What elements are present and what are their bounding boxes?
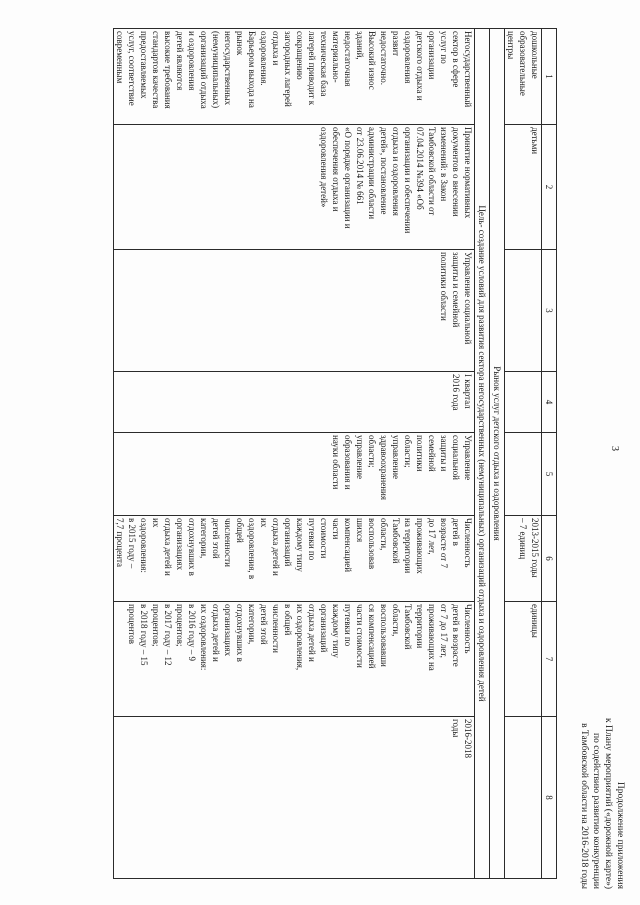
section-title: Рынок услуг детского отдыха и оздоровления bbox=[490, 29, 505, 879]
section-row bbox=[490, 29, 505, 879]
cell-empty bbox=[505, 717, 542, 879]
column-number: 3 bbox=[542, 250, 557, 372]
column-number: 6 bbox=[542, 516, 557, 602]
table-row bbox=[114, 29, 475, 879]
cell-empty bbox=[505, 433, 542, 516]
cell-co-executors: Управление социальной защиты и семейной политики области; управление здравоохранения области; управление образования и науки области bbox=[114, 433, 475, 516]
cell-measure: Принятие нормативных документов о внесении изменений: в Закон Тамбовской области от 07.04.2014 №394 «Об организации и обеспечении отдыха и оздоровления детей», постановление администрации области от 23.06.2014 № 661 «О порядке организации и обеспечения отдыха и оздоровления детей» bbox=[114, 125, 475, 250]
goal-title: Цель- создание условий для развития сектора негосударственных (немуниципальных) организаций отдыха и оздоровления детей bbox=[475, 29, 490, 879]
cell-prev-indicator: 2013-2015 годы – 7 единиц bbox=[505, 516, 542, 602]
appendix-header bbox=[578, 718, 626, 889]
header-line-3: по содействию развитию конкуренции bbox=[591, 733, 601, 889]
header-line-2: к Плану мероприятий («дорожной карте») bbox=[603, 718, 613, 889]
cell-empty bbox=[505, 372, 542, 433]
measures-table bbox=[113, 28, 557, 879]
cell-prev-problem: дошкольные образовательные центры bbox=[505, 29, 542, 125]
column-number: 2 bbox=[542, 125, 557, 250]
header-line-1: Продолжение приложения bbox=[615, 781, 625, 889]
goal-row bbox=[475, 29, 490, 879]
column-number: 5 bbox=[542, 433, 557, 516]
cell-executor: Управление социальной защиты и семейной политики области bbox=[114, 250, 475, 372]
column-number: 7 bbox=[542, 602, 557, 717]
page-number: 3 bbox=[609, 446, 620, 451]
cell-period: 2016-2018 годы bbox=[114, 717, 475, 879]
column-number: 4 bbox=[542, 372, 557, 433]
column-number: 8 bbox=[542, 717, 557, 879]
cell-problem: Негосударственный сектор в сфере услуг по организации детского отдыха и оздоровления развит недостаточно. Высокий износ зданий, недостаточная материально- техническая база лагерей приводит к сокращению загородных лагерей отдыха и оздоровления. Барьером выхода на рынок негосударственных (немуниципальных) организаций отдыха и оздоровления детей являются высокие требования стандартов качества предоставляемых услуг, соответствие современным bbox=[114, 29, 475, 125]
column-number: 1 bbox=[542, 29, 557, 125]
column-number-row bbox=[542, 29, 557, 879]
header-line-4: в Тамбовской области на 2016-2018 годы bbox=[579, 723, 589, 889]
cell-deadline: I квартал 2016 года bbox=[114, 372, 475, 433]
cell-prev-measure: детьми bbox=[505, 125, 542, 250]
cell-empty bbox=[505, 250, 542, 372]
table-row-continued bbox=[505, 29, 542, 879]
cell-target-indicator: Численность детей в возрасте от 7 до 17 лет, проживающих на территории Тамбовской области, воспользовавши ся компенсацией части стоимости путевки по каждому типу организаций отдыха детей и их оздоровления, в общей численности детей этой категории, отдохнувших в организациях отдыха детей и их оздоровления: в 2016 году – 9 процентов; в 2017 году – 12 процентов; в 2018 году – 15 процентов bbox=[114, 602, 475, 717]
cell-baseline-indicator: Численность детей в возрасте от 7 до 17 лет, проживающих на территории Тамбовской области, воспользовав шихся компенсацией части стоимости путевки по каждому типу организаций отдыха детей и их оздоровления, в общей численности детей этой категории, отдохнувших в организациях отдыха детей и их оздоровления: в 2015 году – 7,7 процента bbox=[114, 516, 475, 602]
cell-prev-unit: единицы bbox=[505, 602, 542, 717]
